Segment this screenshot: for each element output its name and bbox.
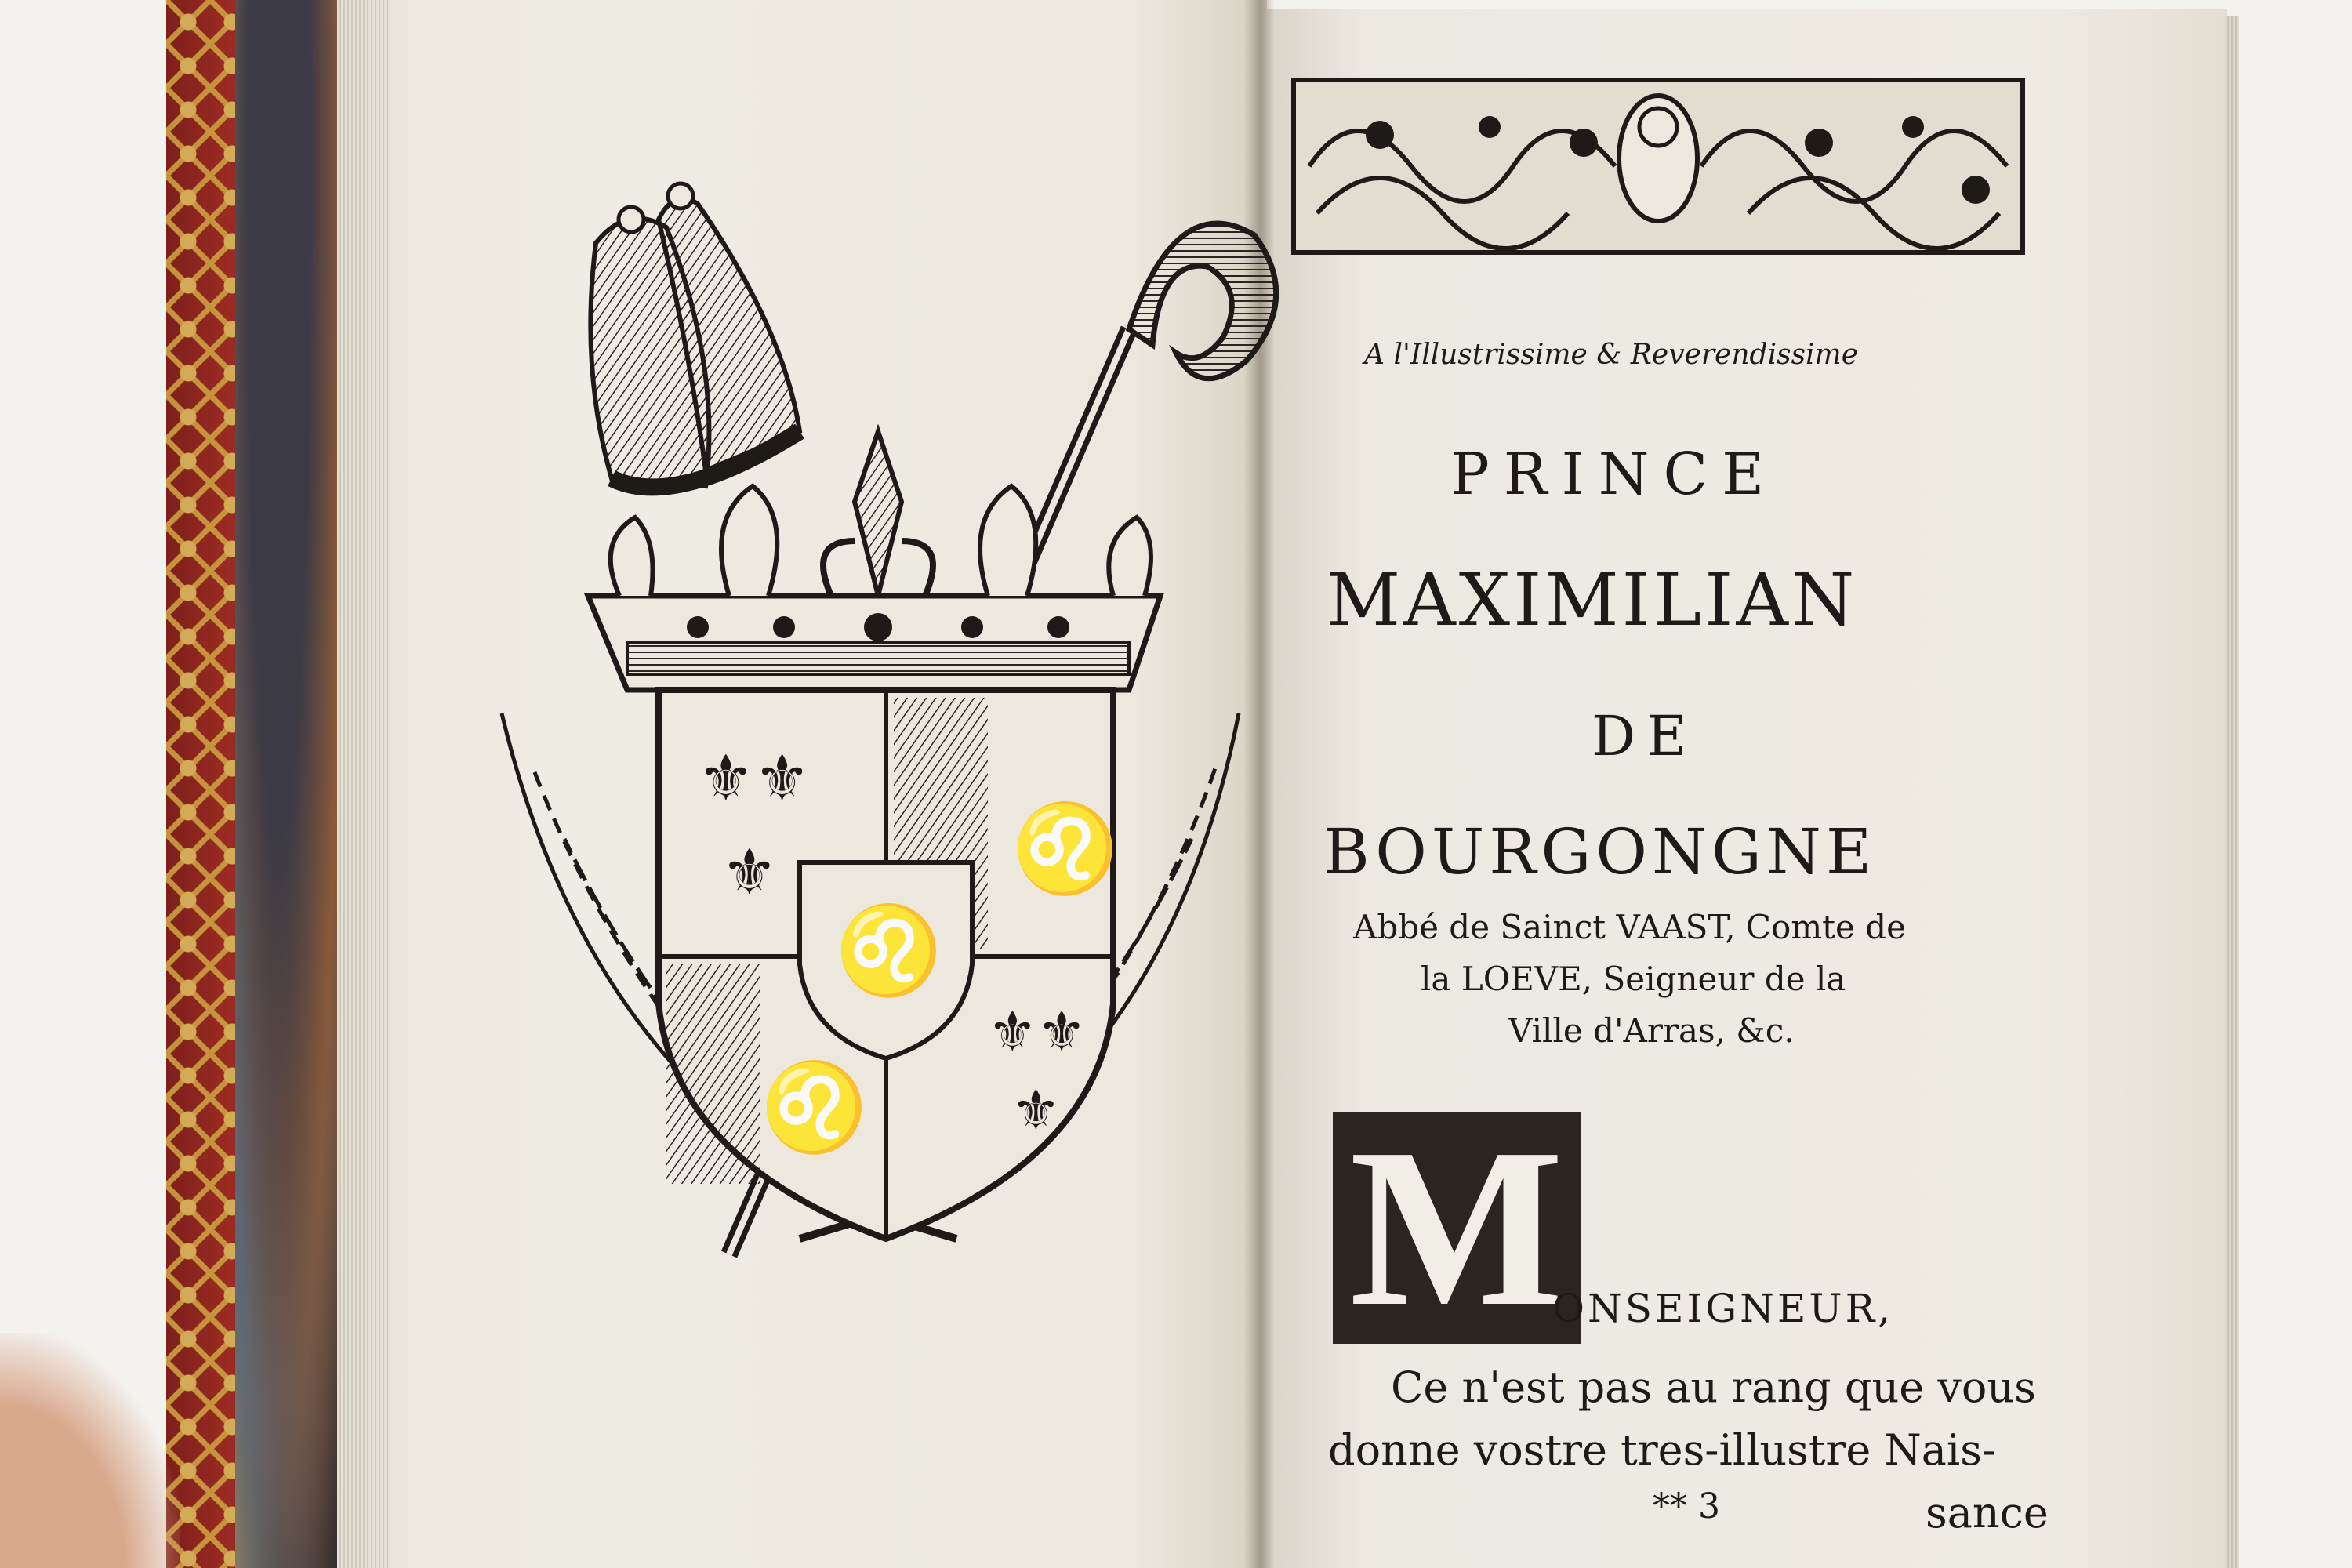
- title-prince: PRINCE: [1450, 441, 1779, 508]
- svg-text:⚜⚜: ⚜⚜: [988, 1000, 1087, 1064]
- heraldic-shield-icon: [659, 690, 1119, 1239]
- subtitle-line-1: Abbé de Sainct VAAST, Comte de: [1353, 908, 1906, 946]
- title-de: DE: [1592, 704, 1698, 768]
- ornamental-drop-cap: [1333, 1102, 1581, 1353]
- salutation: ONSEIGNEUR,: [1552, 1286, 1894, 1331]
- right-page-edges: [2225, 16, 2239, 1568]
- drop-cap-letter: M: [1349, 1102, 1564, 1353]
- svg-text:⚜: ⚜: [1011, 1078, 1061, 1142]
- dedication-line: A l'Illustrissime & Reverendissime: [1364, 339, 1858, 371]
- mitre-icon: [590, 183, 800, 487]
- svg-text:⚜⚜: ⚜⚜: [698, 742, 811, 815]
- signature-mark: ** 3: [1653, 1486, 1720, 1526]
- hand-holding-book: [0, 1333, 180, 1568]
- body-line-2: donne vostre tres-illustre Nais-: [1328, 1425, 1997, 1475]
- title-house: BOURGONGNE: [1323, 815, 1877, 888]
- coat-of-arms-engraving: [470, 172, 1286, 1317]
- svg-text:♌: ♌: [760, 1057, 868, 1157]
- title-name: MAXIMILIAN: [1327, 558, 1858, 642]
- page-block-edges: [337, 0, 392, 1568]
- body-line-1: Ce n'est pas au rang que vous: [1391, 1363, 2036, 1412]
- catchword: sance: [1926, 1488, 2049, 1537]
- marbled-endpaper: [235, 0, 345, 1568]
- subtitle-line-2: la LOEVE, Seigneur de la: [1421, 960, 1846, 998]
- decorative-headpiece: [1286, 72, 2031, 260]
- subtitle-line-3: Ville d'Arras, &c.: [1508, 1011, 1795, 1050]
- svg-text:♌: ♌: [1011, 798, 1119, 898]
- svg-text:♌: ♌: [835, 900, 942, 1000]
- svg-text:⚜: ⚜: [721, 836, 778, 909]
